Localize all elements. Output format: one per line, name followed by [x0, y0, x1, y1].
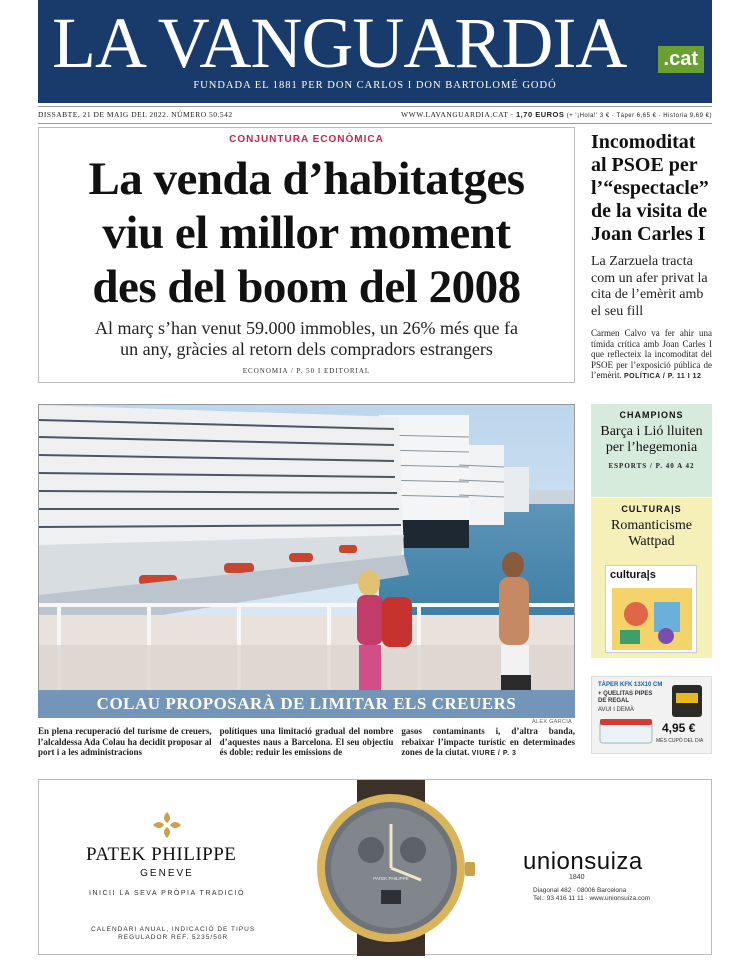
- champions-box[interactable]: [591, 404, 712, 497]
- main-subhead: [39, 318, 574, 360]
- watch-image: [301, 780, 481, 956]
- top-rule: [38, 106, 712, 107]
- headline-line: La venda d’habitatges: [88, 153, 525, 205]
- patek-logo: PATEK PHILIPPE: [86, 844, 237, 865]
- cruise-photo[interactable]: [38, 404, 575, 691]
- cultura-thumb-logo: cultura|s: [610, 569, 656, 581]
- website-link[interactable]: WWW.LAVANGUARDIA.CAT: [401, 110, 509, 119]
- unionsuiza-address-line: Tel.: 93 416 11 11 · www.unionsuiza.com: [533, 895, 651, 902]
- price: 1,70 EUROS: [516, 110, 565, 119]
- patek-calendar-line: REGULADOR REF. 5235/50R: [118, 934, 229, 941]
- taper-icon: [598, 717, 654, 747]
- main-story[interactable]: [38, 127, 575, 383]
- main-headline[interactable]: [39, 152, 574, 314]
- ad-line-2: + QUELITAS PIPES DE REGAL: [598, 691, 653, 704]
- headline-line: viu el millor moment: [102, 207, 511, 259]
- photo-credit: ÀLEX GARCIA: [532, 719, 572, 725]
- watch-dial-text: PATEK PHILIPPE: [373, 876, 409, 881]
- price-extras: (+ '¡Hola!' 3 € · Táper 6,65 € · Historia 9,69 €): [566, 113, 712, 119]
- unionsuiza-year: 1840: [569, 874, 585, 881]
- photo-text-col-2: polítiques una limitació gradual del nombre d’aquestes naus a Barcelona. El seu objectiu és doble: reduir les emissions de: [219, 726, 394, 757]
- champions-label: CHAMPIONS: [619, 410, 684, 420]
- cultura-label: CULTURA|S: [621, 504, 682, 514]
- ad-line-1: TÀPER KFK 13X10 CM: [598, 682, 663, 688]
- pipes-bag-icon: [670, 683, 704, 719]
- masthead: [38, 0, 712, 103]
- masthead-title[interactable]: LA VANGUARDIA: [52, 3, 627, 83]
- side-body-text: Carmen Calvo va fer ahir una tímida crítica amb Joan Carles I que reflecteix la incomoditat del PSOE per l’exposició pública de l’emèrit.: [591, 328, 712, 380]
- cultura-title: Romanticisme Wattpad: [611, 518, 692, 549]
- patek-philippe-ad[interactable]: [38, 779, 712, 955]
- cultura-box[interactable]: [591, 498, 712, 658]
- side-body: [591, 328, 712, 383]
- subhead-line: un any, gràcies al retorn dels compradors estrangers: [120, 339, 493, 359]
- taper-ad[interactable]: [591, 676, 712, 754]
- date-rule: [38, 123, 712, 124]
- main-kicker: CONJUNTURA ECONÒMICA: [229, 134, 384, 145]
- champions-title: Barça i Lió lluiten per l’hegemonia: [600, 424, 703, 455]
- side-subhead: La Zarzuela tracta com un afer privat la cita de l’emèrit amb el seu fill: [591, 254, 708, 319]
- side-story[interactable]: [591, 131, 712, 383]
- cruise-photo-illustration: [39, 405, 575, 691]
- photo-text-col-3: [401, 726, 575, 760]
- dateline: [38, 108, 712, 122]
- photo-text-col-3-body: gasos contaminants i, d’altra banda, rebaixar l’impacte turístic en determinades zones de la ciutat.: [401, 726, 576, 757]
- patek-geneve: GENEVE: [140, 868, 194, 879]
- unionsuiza-logo: unionsuiza: [523, 848, 643, 875]
- cultura-thumbnail: [605, 565, 697, 653]
- subhead-line: Al març s’han venut 59.000 immobles, un 26% més que fa: [95, 318, 518, 338]
- ad-line-3: AVUI I DEMÀ: [598, 707, 634, 713]
- issue-date: DISSABTE, 21 DE MAIG DEL 2022. NÚMERO 50.542: [38, 110, 233, 119]
- photo-text: [38, 726, 575, 760]
- champions-ref: ESPORTS / P. 40 A 42: [608, 462, 695, 470]
- masthead-cat-badge[interactable]: .cat: [658, 46, 704, 73]
- ad-sub: MÉS CUPÓ DEL DIA: [656, 738, 704, 744]
- patek-tagline: INICII LA SEVA PRÒPIA TRADICIÓ: [89, 890, 245, 897]
- main-ref: ECONOMIA / P. 50 I EDITORIAL: [242, 367, 371, 375]
- photo-ref: VIURE / P. 3: [471, 750, 517, 757]
- headline-line: des del boom del 2008: [92, 261, 521, 313]
- masthead-founded: FUNDADA EL 1881 PER DON CARLOS I DON BARTOLOMÉ GODÓ: [193, 80, 557, 91]
- ad-price: 4,95 €: [662, 721, 696, 735]
- side-headline[interactable]: Incomoditat al PSOE per l’“espectacle” de la visita de Joan Carles I: [591, 131, 709, 245]
- unionsuiza-address-line: Diagonal 482 · 08006 Barcelona: [533, 887, 627, 894]
- patek-calendar-line: CALENDARI ANUAL, INDICACIÓ DE TIPUS: [91, 926, 256, 933]
- photo-text-col-1: En plena recuperació del turisme de creuers, l’alcaldessa Ada Colau ha decidit proposar al port i a les administracions: [38, 726, 212, 757]
- photo-caption[interactable]: COLAU PROPOSARÀ DE LIMITAR ELS CREUERS: [38, 690, 575, 718]
- side-ref: POLÍTICA / P. 11 I 12: [624, 373, 702, 380]
- unionsuiza-address: [533, 887, 650, 903]
- calatrava-cross-icon: [151, 810, 183, 840]
- patek-calendar: [91, 926, 255, 942]
- dateline-right: WWW.LAVANGUARDIA.CAT · 1,70 EUROS (+ '¡Hola!' 3 € · Táper 6,65 € · Historia 9,69 €): [401, 110, 712, 119]
